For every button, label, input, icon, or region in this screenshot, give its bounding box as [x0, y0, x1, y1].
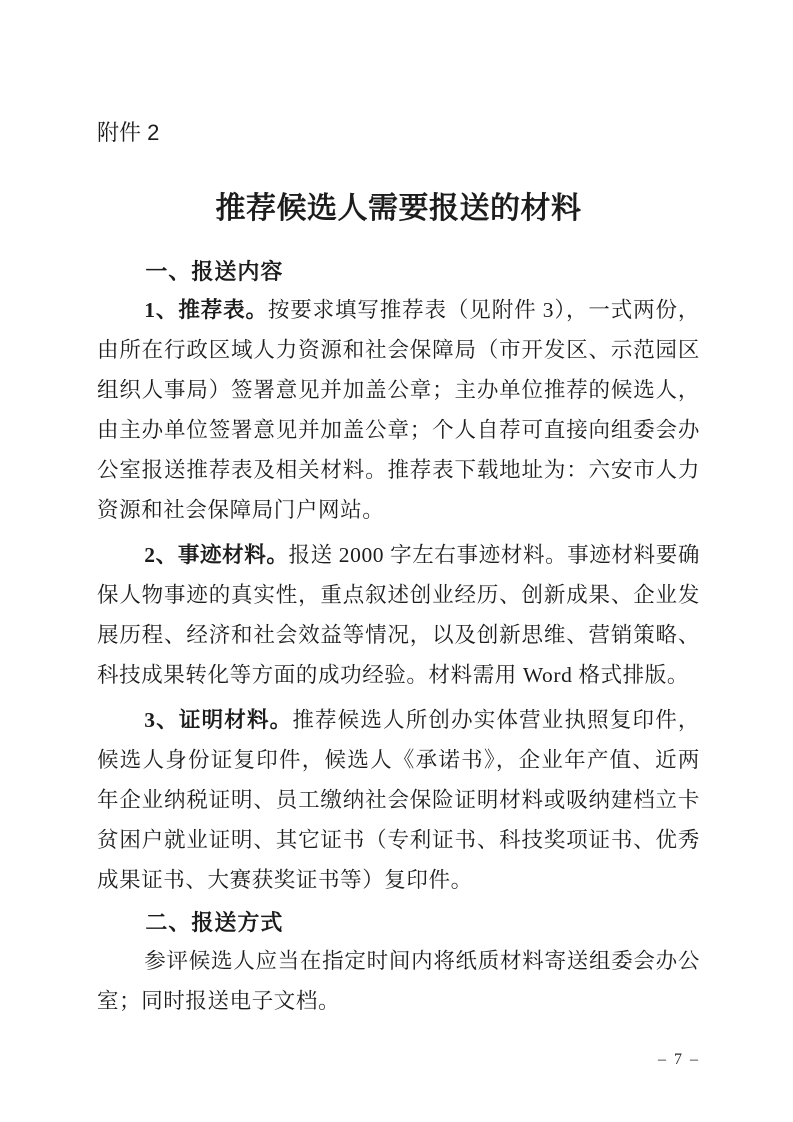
- attachment-label: 附件 2: [97, 120, 160, 145]
- paragraph-lead: 1、推荐表。: [144, 298, 268, 322]
- paragraph-recommendation-form: [97, 290, 700, 530]
- paragraph-text: 按要求填写推荐表（见附件 3），一式两份，由所在行政区域人力资源和社会保障局（市开发区、示范园区组织人事局）签署意见并加盖公章；主办单位推荐的候选人，由主办单位签署意见并加盖公章；个人自荐可直接向组委会办公室报送推荐表及相关材料。推荐表下载地址为：六安市人力资源和社会保障局门户网站。: [97, 298, 700, 522]
- paragraph-text: 推荐候选人所创办实体营业执照复印件，候选人身份证复印件，候选人《承诺书》，企业年产值、近两年企业纳税证明、员工缴纳社会保险证明材料或吸纳建档立卡贫困户就业证明、其它证书（专利证书、科技奖项证书、优秀成果证书、大赛获奖证书等）复印件。: [97, 708, 700, 892]
- paragraph-lead: 3、证明材料。: [144, 708, 293, 732]
- document-title: 推荐候选人需要报送的材料: [215, 192, 582, 225]
- section-heading-1: 一、报送内容: [145, 259, 284, 284]
- page-number: – 7 –: [658, 1051, 700, 1068]
- paragraph-text: 参评候选人应当在指定时间内将纸质材料寄送组委会办公室；同时报送电子文档。: [97, 949, 700, 1013]
- paragraph-text: 报送 2000 字左右事迹材料。事迹材料要确保人物事迹的真实性，重点叙述创业经历、创新成果、企业发展历程、经济和社会效益等情况，以及创新思维、营销策略、科技成果转化等方面的成功经验。材料需用 Word 格式排版。: [97, 543, 701, 687]
- section-heading-2: 二、报送方式: [145, 910, 284, 935]
- paragraph-deeds-material: [97, 535, 700, 695]
- paragraph-lead: 2、事迹材料。: [144, 543, 289, 567]
- paragraph-proof-material: [97, 700, 700, 900]
- paragraph-submission-method: [97, 941, 700, 1021]
